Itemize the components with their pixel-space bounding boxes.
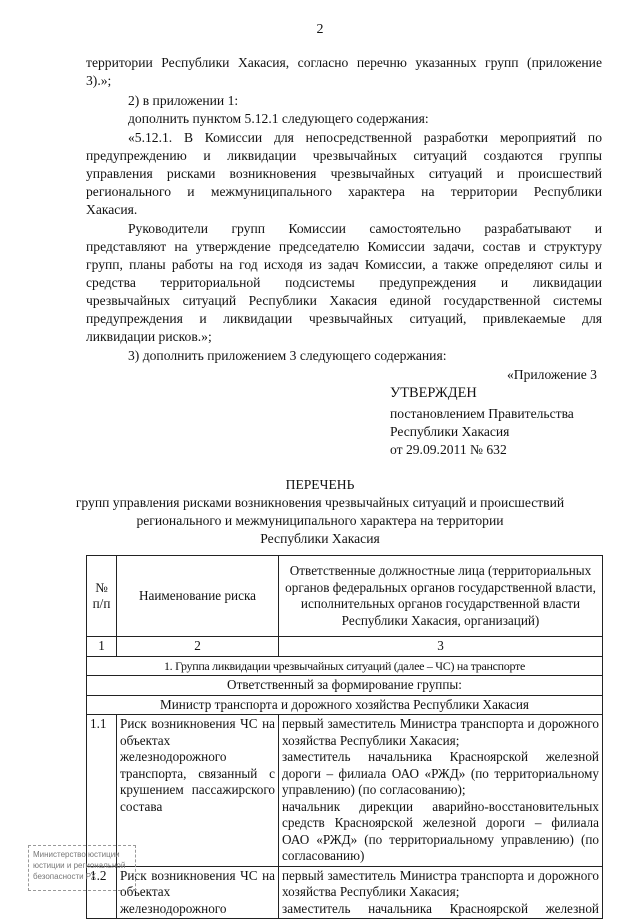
paragraph-line: чрезвычайных ситуаций Республики Хакасия единой государственной системы bbox=[86, 293, 602, 308]
list-subtitle: регионального и межмуниципального характера на территории bbox=[136, 513, 504, 528]
stamp-line: безопасности РХ bbox=[33, 872, 97, 881]
column-number-row bbox=[87, 637, 603, 657]
resp-line: заместитель начальника Красноярской железной bbox=[282, 749, 599, 764]
group-resp-label: Ответственный за формирование группы: bbox=[87, 676, 603, 696]
table-row bbox=[87, 866, 603, 919]
col-number: 3 bbox=[279, 637, 603, 657]
paragraph-line: предупреждения и ликвидации чрезвычайных ситуаций, привлекаемые для bbox=[86, 311, 602, 326]
risk-line: состава bbox=[120, 798, 163, 814]
approval-line: постановлением Правительства bbox=[390, 406, 574, 421]
row-number: 1.1 bbox=[87, 715, 117, 867]
resp-line: управлению) (по согласованию); bbox=[282, 782, 466, 797]
paragraph-line: Хакасия. bbox=[86, 202, 138, 217]
paragraph-line: средства территориальной подсистемы предупреждения и ликвидации bbox=[86, 275, 602, 290]
risk-cell bbox=[117, 866, 279, 919]
appendix-label: «Приложение 3 bbox=[507, 367, 597, 382]
header-resp: Ответственные должностные лица (территориальных органов федеральных органов государственной власти, исполнительных органов государственной власти Республики Хакасия, организаций) bbox=[279, 556, 603, 637]
list-subtitle: Республики Хакасия bbox=[260, 531, 380, 546]
group-title-row bbox=[87, 656, 603, 676]
paragraph-line: дополнить пунктом 5.12.1 следующего содержания: bbox=[128, 111, 429, 126]
paragraph-line: 3) дополнить приложением 3 следующего содержания: bbox=[128, 348, 447, 363]
risk-cell bbox=[117, 715, 279, 867]
row-number: 1.2 bbox=[87, 866, 117, 919]
table-row bbox=[87, 715, 603, 867]
risk-line: Риск возникновения ЧС на bbox=[120, 867, 275, 883]
approval-line: Республики Хакасия bbox=[390, 424, 510, 439]
stamp-line: юстиции и региональной bbox=[33, 861, 126, 870]
paragraph-line: предупреждению и ликвидации чрезвычайных ситуаций создаются группы bbox=[86, 148, 602, 163]
risk-line: транспорта, связанный с bbox=[120, 765, 275, 781]
resp-line: хозяйства Республики Хакасия; bbox=[282, 884, 460, 899]
list-title: ПЕРЕЧЕНЬ bbox=[285, 477, 355, 492]
paragraph-line: групп, планы работы на год исходя из задач Комиссии, а также определяют силы и bbox=[86, 257, 602, 272]
header-num: № п/п bbox=[87, 556, 117, 637]
registration-stamp bbox=[28, 845, 136, 891]
paragraph-line: «5.12.1. В Комиссии для непосредственной разработки мероприятий по bbox=[128, 130, 602, 145]
page-number: 2 bbox=[316, 22, 324, 37]
paragraph-line: представляют на утверждение председателю Комиссии задачи, состав и структуру bbox=[86, 239, 602, 254]
responsible-cell bbox=[279, 866, 603, 919]
group-resp-value-row bbox=[87, 695, 603, 715]
resp-line: средств Красноярской железной дороги – филиала bbox=[282, 815, 599, 830]
risk-line: объектах bbox=[120, 732, 171, 748]
paragraph-line: территории Республики Хакасия, согласно перечню указанных групп (приложение bbox=[86, 55, 602, 70]
header-name: Наименование риска bbox=[117, 556, 279, 637]
paragraph-line: управления рисками возникновения чрезвычайных ситуаций и происшествий bbox=[86, 166, 602, 181]
resp-line: ОАО «РЖД» (по территориальному управлению) (по bbox=[282, 831, 599, 847]
resp-line: согласованию) bbox=[282, 848, 365, 863]
col-number: 1 bbox=[87, 637, 117, 657]
group-resp-label-row bbox=[87, 676, 603, 696]
risk-line: Риск возникновения ЧС на bbox=[120, 716, 275, 731]
risk-line: крушением пассажирского bbox=[120, 782, 275, 797]
paragraph-line: ликвидации рисков.»; bbox=[86, 329, 212, 344]
resp-line: первый заместитель Министра транспорта и дорожного bbox=[282, 867, 599, 883]
risk-line: железнодорожного bbox=[120, 749, 227, 764]
col-number: 2 bbox=[117, 637, 279, 657]
paragraph-line: Руководители групп Комиссии самостоятельно разрабатывают и bbox=[128, 221, 602, 236]
resp-line: хозяйства Республики Хакасия; bbox=[282, 732, 460, 748]
stamp-line: Министерство юстиции bbox=[33, 850, 120, 859]
paragraph-line: регионального и межмуниципального характера на территории Республики bbox=[86, 184, 602, 199]
resp-line: первый заместитель Министра транспорта и дорожного bbox=[282, 716, 599, 731]
resp-line: дороги – филиала ОАО «РЖД» (по территориальному bbox=[282, 765, 599, 781]
resp-line: заместитель начальника Красноярской железной bbox=[282, 900, 599, 916]
risk-line: железнодорожного bbox=[120, 900, 227, 916]
approved-label: УТВЕРЖДЕН bbox=[390, 385, 477, 401]
responsible-cell bbox=[279, 715, 603, 867]
group-title: 1. Группа ликвидации чрезвычайных ситуаций (далее – ЧС) на транспорте bbox=[87, 656, 603, 676]
paragraph-line: 3).»; bbox=[86, 73, 112, 88]
list-subtitle: групп управления рисками возникновения чрезвычайных ситуаций и происшествий bbox=[75, 495, 565, 510]
paragraph-line: 2) в приложении 1: bbox=[128, 93, 239, 108]
risk-line: объектах bbox=[120, 884, 171, 899]
resp-line: начальник дирекции аварийно-восстановительных bbox=[282, 798, 599, 814]
risk-groups-table bbox=[86, 555, 603, 919]
group-resp-value: Министр транспорта и дорожного хозяйства Республики Хакасия bbox=[87, 695, 603, 715]
approval-date: от 29.09.2011 № 632 bbox=[390, 442, 507, 457]
table-header-row bbox=[87, 556, 603, 637]
